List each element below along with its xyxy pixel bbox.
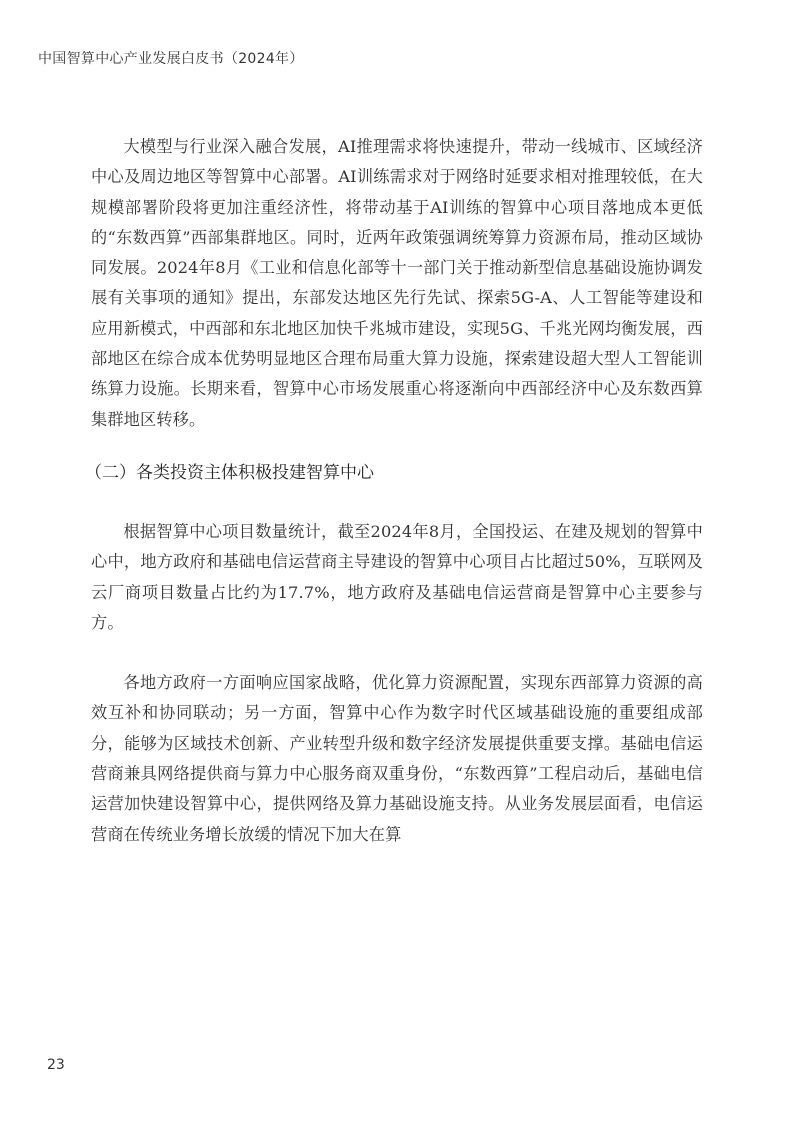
page-body [85, 132, 703, 850]
running-header: 中国智算中心产业发展白皮书（2024年） [38, 51, 304, 67]
body-paragraph-2: 根据智算中心项目数量统计，截至2024年8月，全国投运、在建及规划的智算中心中，地方政府和基础电信运营商主导建设的智算中心项目占比超过50%，互联网及云厂商项目数量占比约为17.7%，地方政府及基础电信运营商是智算中心主要参与方。 [91, 521, 703, 632]
body-paragraph-3: 各地方政府一方面响应国家战略，优化算力资源配置，实现东西部算力资源的高效互补和协同联动；另一方面，智算中心作为数字时代区域基础设施的重要组成部分，能够为区域技术创新、产业转型升级和数字经济发展提供重要支撑。基础电信运营商兼具网络提供商与算力中心服务商双重身份，“东数西算”工程启动后，基础电信运营加快建设智算中心，提供网络及算力基础设施支持。从业务发展层面看，电信运营商在传统业务增长放缓的情况下加大在算 [91, 673, 703, 844]
section-heading: （二）各类投资主体积极投建智算中心 [85, 462, 374, 483]
page-number: 23 [47, 1057, 65, 1073]
body-paragraph-1: 大模型与行业深入融合发展，AI推理需求将快速提升，带动一线城市、区域经济中心及周边地区等智算中心部署。AI训练需求对于网络时延要求相对推理较低，在大规模部署阶段将更加注重经济性，将带动基于AI训练的智算中心项目落地成本更低的“东数西算”西部集群地区。同时，近两年政策强调统筹算力资源布局，推动区域协同发展。2024年8月《工业和信息化部等十一部门关于推动新型信息基础设施协调发展有关事项的通知》提出，东部发达地区先行先试、探索5G-A、人工智能等建设和应用新模式，中西部和东北地区加快千兆城市建设，实现5G、千兆光网均衡发展，西部地区在综合成本优势明显地区合理布局重大算力设施，探索建设超大型人工智能训练算力设施。长期来看，智算中心市场发展重心将逐渐向中西部经济中心及东数西算集群地区转移。 [91, 137, 703, 429]
